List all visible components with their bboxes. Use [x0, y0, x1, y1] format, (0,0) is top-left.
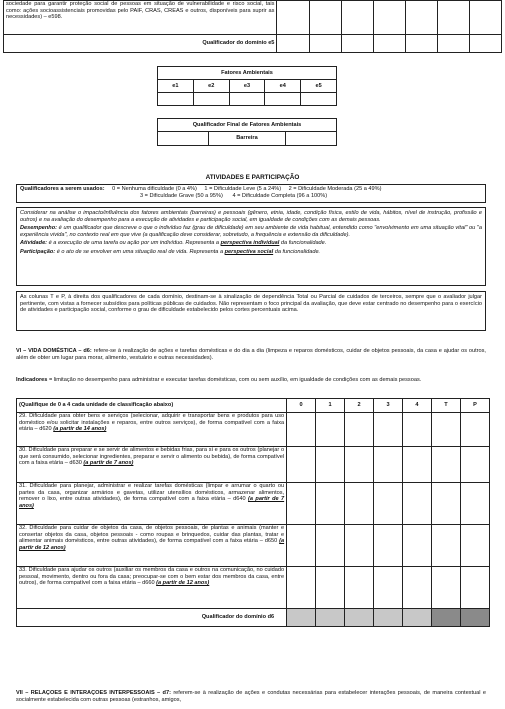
score-cell[interactable] [345, 447, 374, 483]
q3-label: 3 = Dificuldade Grave (50 a 95%) [140, 192, 223, 199]
section-vi-title: VI – VIDA DOMÉSTICA – d6: [16, 348, 92, 354]
section-vii-intro: VII – RELAÇÕES E INTERAÇÕES INTERPESSOAIS – d7: referem-se à realização de ações e condutas necessárias para estabelecer interações pessoais, de maneira contextual e socialmente estabelecida com outras pessoas (estranhos, amigos, [16, 690, 486, 703]
table-row [17, 447, 490, 483]
e598-item-text: sociedade para garantir proteção social de pessoas em situação de vulnerabilidade e risco social, tais como: ações socioassistenciais promovidas pelo PAIF, CRAS, CREAS e outros, disponíveis para suprir as necessidades) – e598. [4, 1, 277, 35]
score-cell[interactable] [431, 525, 460, 567]
score-cell[interactable] [345, 413, 374, 447]
score-cell[interactable] [287, 525, 316, 567]
q0-label: 0 = Nenhuma dificuldade (0 a 4%) [112, 186, 197, 192]
env-value-cell[interactable] [158, 93, 194, 106]
section-vi-indicators: Indicadores = limitação no desempenho para administrar e executar tarefas domésticas, com ou sem auxílio, em igualdade de condições com as demais pessoas. [16, 377, 422, 383]
d6-col-4: 4 [403, 399, 432, 413]
qualifier-d6-label: Qualificador do domínio d6 [17, 609, 287, 627]
qualifier-cell[interactable] [341, 1, 373, 35]
env-value-cell[interactable] [193, 93, 229, 106]
score-cell[interactable] [403, 567, 432, 609]
score-cell[interactable] [403, 483, 432, 525]
d6-col-0: 0 [287, 399, 316, 413]
score-cell[interactable] [374, 447, 403, 483]
score-cell[interactable] [316, 447, 345, 483]
qualifier-cell[interactable] [469, 35, 501, 53]
score-cell[interactable] [431, 413, 460, 447]
t-cell-disabled [431, 609, 460, 627]
d6-header-label: (Qualifique de 0 a 4 cada unidade de classificação abaixo) [17, 399, 287, 413]
e5-domain-table [3, 0, 502, 53]
d6-col-t: T [431, 399, 460, 413]
final-qualifier-title: Qualificador Final de Fatores Ambientais [158, 119, 337, 132]
score-cell[interactable] [345, 567, 374, 609]
qualifier-cell[interactable] [437, 35, 469, 53]
q4-label: 4 = Dificuldade Completa (96 a 100%) [232, 192, 328, 199]
env-col-e4: e4 [265, 80, 301, 93]
env-value-cell[interactable] [229, 93, 265, 106]
table-row [17, 413, 490, 447]
score-cell[interactable] [316, 525, 345, 567]
final-blank-cell [158, 132, 209, 146]
score-cell[interactable] [316, 413, 345, 447]
score-cell[interactable] [460, 567, 489, 609]
table-row [17, 567, 490, 609]
qualifier-cell[interactable] [405, 35, 437, 53]
qualifier-cell[interactable] [277, 1, 309, 35]
score-cell[interactable] [345, 609, 374, 627]
definition-desempenho: Desempenho: é um qualificador que descreve o que o indivíduo faz (grau de dificuldade) em seu ambiente de vida habitual, entendido como "envolvimento em uma situação vital" ou "a experiência vivida", no contexto real em que vive (a qualificação deve considerar, sobretudo, a frequência e extensão da dificuldade). [20, 225, 482, 238]
score-cell[interactable] [460, 447, 489, 483]
d620-item: 29. Dificuldade para obter bens e serviços (selecionar, adquirir e transportar bens e produtos para uso doméstico e/ou solicitar instalações e reparos, entre outros serviços), de forma compatível com a faixa etária – d620 (a partir de 14 anos) [17, 413, 287, 447]
definition-participacao: Participação: é o ato de se envolver em uma situação real de vida. Representa a perspectiva social da funcionalidade. [20, 248, 321, 255]
score-cell[interactable] [287, 483, 316, 525]
table-row [17, 525, 490, 567]
score-cell[interactable] [403, 525, 432, 567]
score-cell[interactable] [403, 447, 432, 483]
env-value-cell[interactable] [301, 93, 337, 106]
d660-item: 33. Dificuldade para ajudar os outros (auxiliar os membros da casa e outros na comunicação, no cuidado pessoal, movimento, dentro ou fora da casa; preocupar-se com o bem estar dos membros da casa, entre outros), de forma compatível com a faixa etária – d660 (a partir de 12 anos) [17, 567, 287, 609]
section-vii-title: VII – RELAÇÕES E INTERAÇÕES INTERPESSOAIS – d7: [16, 690, 171, 696]
d6-table [16, 398, 490, 627]
env-col-e3: e3 [229, 80, 265, 93]
score-cell[interactable] [460, 525, 489, 567]
d6-col-2: 2 [345, 399, 374, 413]
score-cell[interactable] [316, 609, 345, 627]
table-row [17, 483, 490, 525]
qualifier-cell[interactable] [341, 35, 373, 53]
final-qualifier-table [157, 118, 337, 146]
score-cell[interactable] [460, 413, 489, 447]
q1-label: 1 = Dificuldade Leve (5 a 24%) [204, 186, 282, 192]
score-cell[interactable] [287, 447, 316, 483]
qualifier-cell[interactable] [277, 35, 309, 53]
score-cell[interactable] [460, 483, 489, 525]
qualifiers-lead: Qualificadores a serem usados: [20, 186, 105, 192]
score-cell[interactable] [316, 567, 345, 609]
barreira-cell[interactable]: Barreira [209, 132, 286, 146]
score-cell[interactable] [431, 567, 460, 609]
score-cell[interactable] [374, 567, 403, 609]
score-cell[interactable] [345, 525, 374, 567]
qualifier-cell[interactable] [405, 1, 437, 35]
qualifiers-legend [16, 184, 486, 203]
score-cell[interactable] [287, 609, 316, 627]
definition-context: Considerar na análise o impacto/influência dos fatores ambientais (barreiras) e pessoais (gênero, etnia, idade, condição física, estilo de vida, hábitos, nível de instrução, profissão e outros) e na avaliação do desempenho para a execução de atividades e participação social, em igualdade de condições com as demais pessoas. [20, 210, 482, 223]
score-cell[interactable] [374, 413, 403, 447]
qualifier-e5-label: Qualificador do domínio e5 [4, 35, 277, 53]
activities-heading: ATIVIDADES E PARTICIPAÇÃO [205, 174, 300, 181]
d630-item: 30. Dificuldade para preparar e se servir de alimentos e bebidas frias, para si e para os outros (planejar o que será consumido, selecionar ingredientes, preparar e servir o alimento ou bebida), de forma compatível com a faixa etária – d630 (a partir de 7 anos) [17, 447, 287, 483]
d6-col-p: P [460, 399, 489, 413]
definitions-box [16, 207, 486, 286]
d6-col-1: 1 [316, 399, 345, 413]
score-cell[interactable] [374, 525, 403, 567]
env-col-e2: e2 [193, 80, 229, 93]
definition-atividade: Atividade: é a execução de uma tarefa ou ação por um indivíduo. Representa a perspectiva individual da funcionalidade. [20, 240, 327, 247]
qualifier-cell[interactable] [309, 1, 341, 35]
d6-col-3: 3 [374, 399, 403, 413]
q2-label: 2 = Dificuldade Moderada (25 a 49%) [288, 186, 382, 192]
tp-columns-note: As colunas T e P, à direita dos qualificadores de cada domínio, destinam-se à sinalização de dependência Total ou Parcial de cuidados de terceiros, sempre que o avaliador julgar pertinente, com vistas a fornecer subsídios para políticas públicas de cuidados. Não representam o foco principal da avaliação, que deve estar centrado no desempenho para o exercício de atividades e participação social, conforme o grau de dificuldade estabelecido pelos cortes percentuais acima. [16, 291, 486, 331]
score-cell[interactable] [374, 609, 403, 627]
score-cell[interactable] [403, 413, 432, 447]
env-factors-table [157, 66, 337, 106]
qualifier-cell[interactable] [309, 35, 341, 53]
table-row [17, 609, 490, 627]
qualifier-cell[interactable] [437, 1, 469, 35]
env-value-cell[interactable] [265, 93, 301, 106]
qualifier-cell[interactable] [373, 1, 405, 35]
d650-item: 32. Dificuldade para cuidar de objetos da casa, de objetos pessoais, de plantas e animais (manter e consertar objetos da casa, objetos pessoais - como roupas e brinquedos, cuidar das plantas, tratar e alimentar animais domésticos, entre outras atividades), de forma compatível com a faixa etária – d650 (a partir de 12 anos) [17, 525, 287, 567]
score-cell[interactable] [287, 413, 316, 447]
qualifier-cell[interactable] [469, 1, 501, 35]
env-factors-title: Fatores Ambientais [158, 67, 337, 80]
qualifier-cell[interactable] [373, 35, 405, 53]
score-cell[interactable] [431, 483, 460, 525]
p-cell-disabled [460, 609, 489, 627]
score-cell[interactable] [316, 483, 345, 525]
env-col-e1: e1 [158, 80, 194, 93]
d640-item: 31. Dificuldade para planejar, administrar e realizar tarefas domésticas (limpar e arrumar o quarto ou partes da casa, organizar armários e gavetas, utilizar utensílios domésticos, armazenar alimentos, remover o lixo, entre outras atividades), de forma compatível com a faixa etária – d640 (a partir de 7 anos) [17, 483, 287, 525]
score-cell[interactable] [374, 483, 403, 525]
score-cell[interactable] [403, 609, 432, 627]
section-vi-intro: VI – VIDA DOMÉSTICA – d6: refere-se à realização de ações e tarefas domésticas e do dia a dia (limpeza e reparos domésticos, cuidar de objetos pessoais, da casa e ajudar os outros, além de obter um lugar para morar, alimento, vestuário e outras necessidades). [16, 348, 486, 361]
score-cell[interactable] [431, 447, 460, 483]
score-cell[interactable] [345, 483, 374, 525]
env-col-e5: e5 [301, 80, 337, 93]
score-cell[interactable] [287, 567, 316, 609]
final-blank-cell [285, 132, 336, 146]
